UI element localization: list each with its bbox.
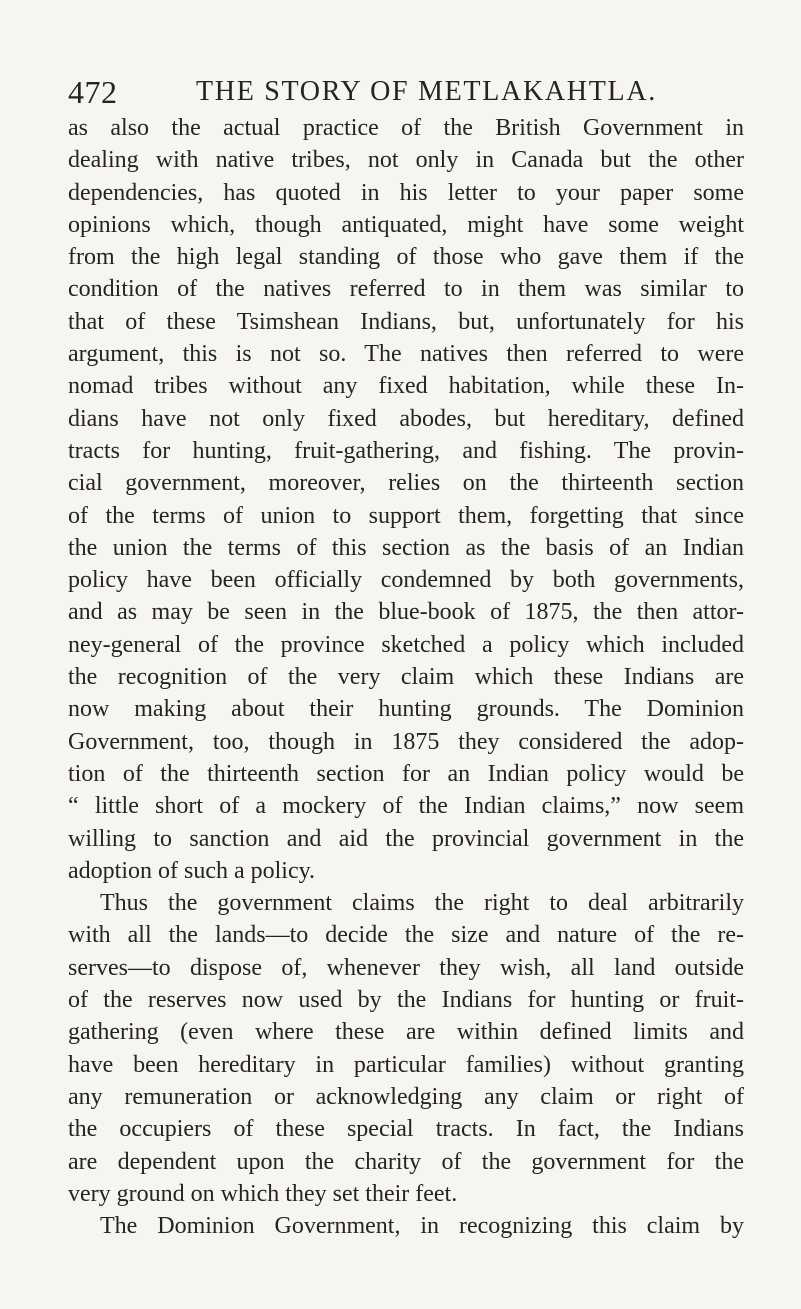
text-line: have been hereditary in particular families) without granting — [68, 1051, 744, 1078]
text-line: Thus the government claims the right to deal arbitrarily — [100, 890, 744, 917]
text-line: serves—to dispose of, whenever they wish, all land outside — [68, 954, 744, 981]
page-number: 472 — [68, 74, 118, 110]
text-line: gathering (even where these are within defined limits and — [68, 1019, 744, 1046]
text-line: from the high legal standing of those who gave them if the — [68, 244, 744, 271]
text-line: tion of the thirteenth section for an Indian policy would be — [68, 760, 744, 787]
text-line: argument, this is not so. The natives then referred to were — [68, 341, 744, 368]
text-line: The Dominion Government, in recognizing this claim by — [100, 1213, 744, 1240]
text-line: that of these Tsimshean Indians, but, unfortunately for his — [68, 308, 744, 335]
text-line: very ground on which they set their feet. — [68, 1180, 458, 1207]
text-line: any remuneration or acknowledging any claim or right of — [68, 1083, 744, 1110]
text-line: willing to sanction and aid the provincial government in the — [68, 825, 744, 852]
text-line: policy have been officially condemned by both governments, — [68, 567, 744, 594]
text-line: of the reserves now used by the Indians for hunting or fruit- — [68, 987, 744, 1014]
text-line: with all the lands—to decide the size and nature of the re- — [68, 922, 744, 949]
text-line: are dependent upon the charity of the government for the — [68, 1148, 744, 1175]
text-line: now making about their hunting grounds. The Dominion — [68, 696, 744, 723]
body-text — [68, 112, 744, 1242]
text-line: cial government, moreover, relies on the thirteenth section — [68, 470, 744, 497]
text-line: of the terms of union to support them, forgetting that since — [68, 502, 744, 529]
running-title: THE STORY OF METLAKAHTLA. — [196, 76, 657, 107]
text-line: opinions which, though antiquated, might have some weight — [68, 211, 744, 238]
text-line: dependencies, has quoted in his letter to your paper some — [68, 179, 744, 206]
text-line: adoption of such a policy. — [68, 857, 316, 884]
text-line: “ little short of a mockery of the Indian claims,” now seem — [68, 793, 744, 820]
text-line: the union the terms of this section as the basis of an Indian — [68, 534, 744, 561]
text-line: condition of the natives referred to in them was similar to — [68, 276, 744, 303]
text-line: as also the actual practice of the British Government in — [68, 115, 744, 141]
text-line: dealing with native tribes, not only in Canada but the other — [68, 147, 744, 174]
text-line: dians have not only fixed abodes, but hereditary, defined — [68, 405, 744, 432]
text-line: ney-general of the province sketched a policy which included — [68, 631, 744, 658]
text-line: the occupiers of these special tracts. In fact, the Indians — [68, 1116, 744, 1143]
page-header — [68, 72, 728, 112]
text-line: Government, too, though in 1875 they considered the adop- — [68, 728, 744, 755]
text-line: tracts for hunting, fruit-gathering, and fishing. The provin- — [68, 437, 744, 464]
text-line: nomad tribes without any fixed habitation, while these In- — [68, 373, 744, 400]
text-line: and as may be seen in the blue-book of 1875, the then attor- — [68, 599, 744, 626]
text-line: the recognition of the very claim which these Indians are — [68, 664, 744, 691]
